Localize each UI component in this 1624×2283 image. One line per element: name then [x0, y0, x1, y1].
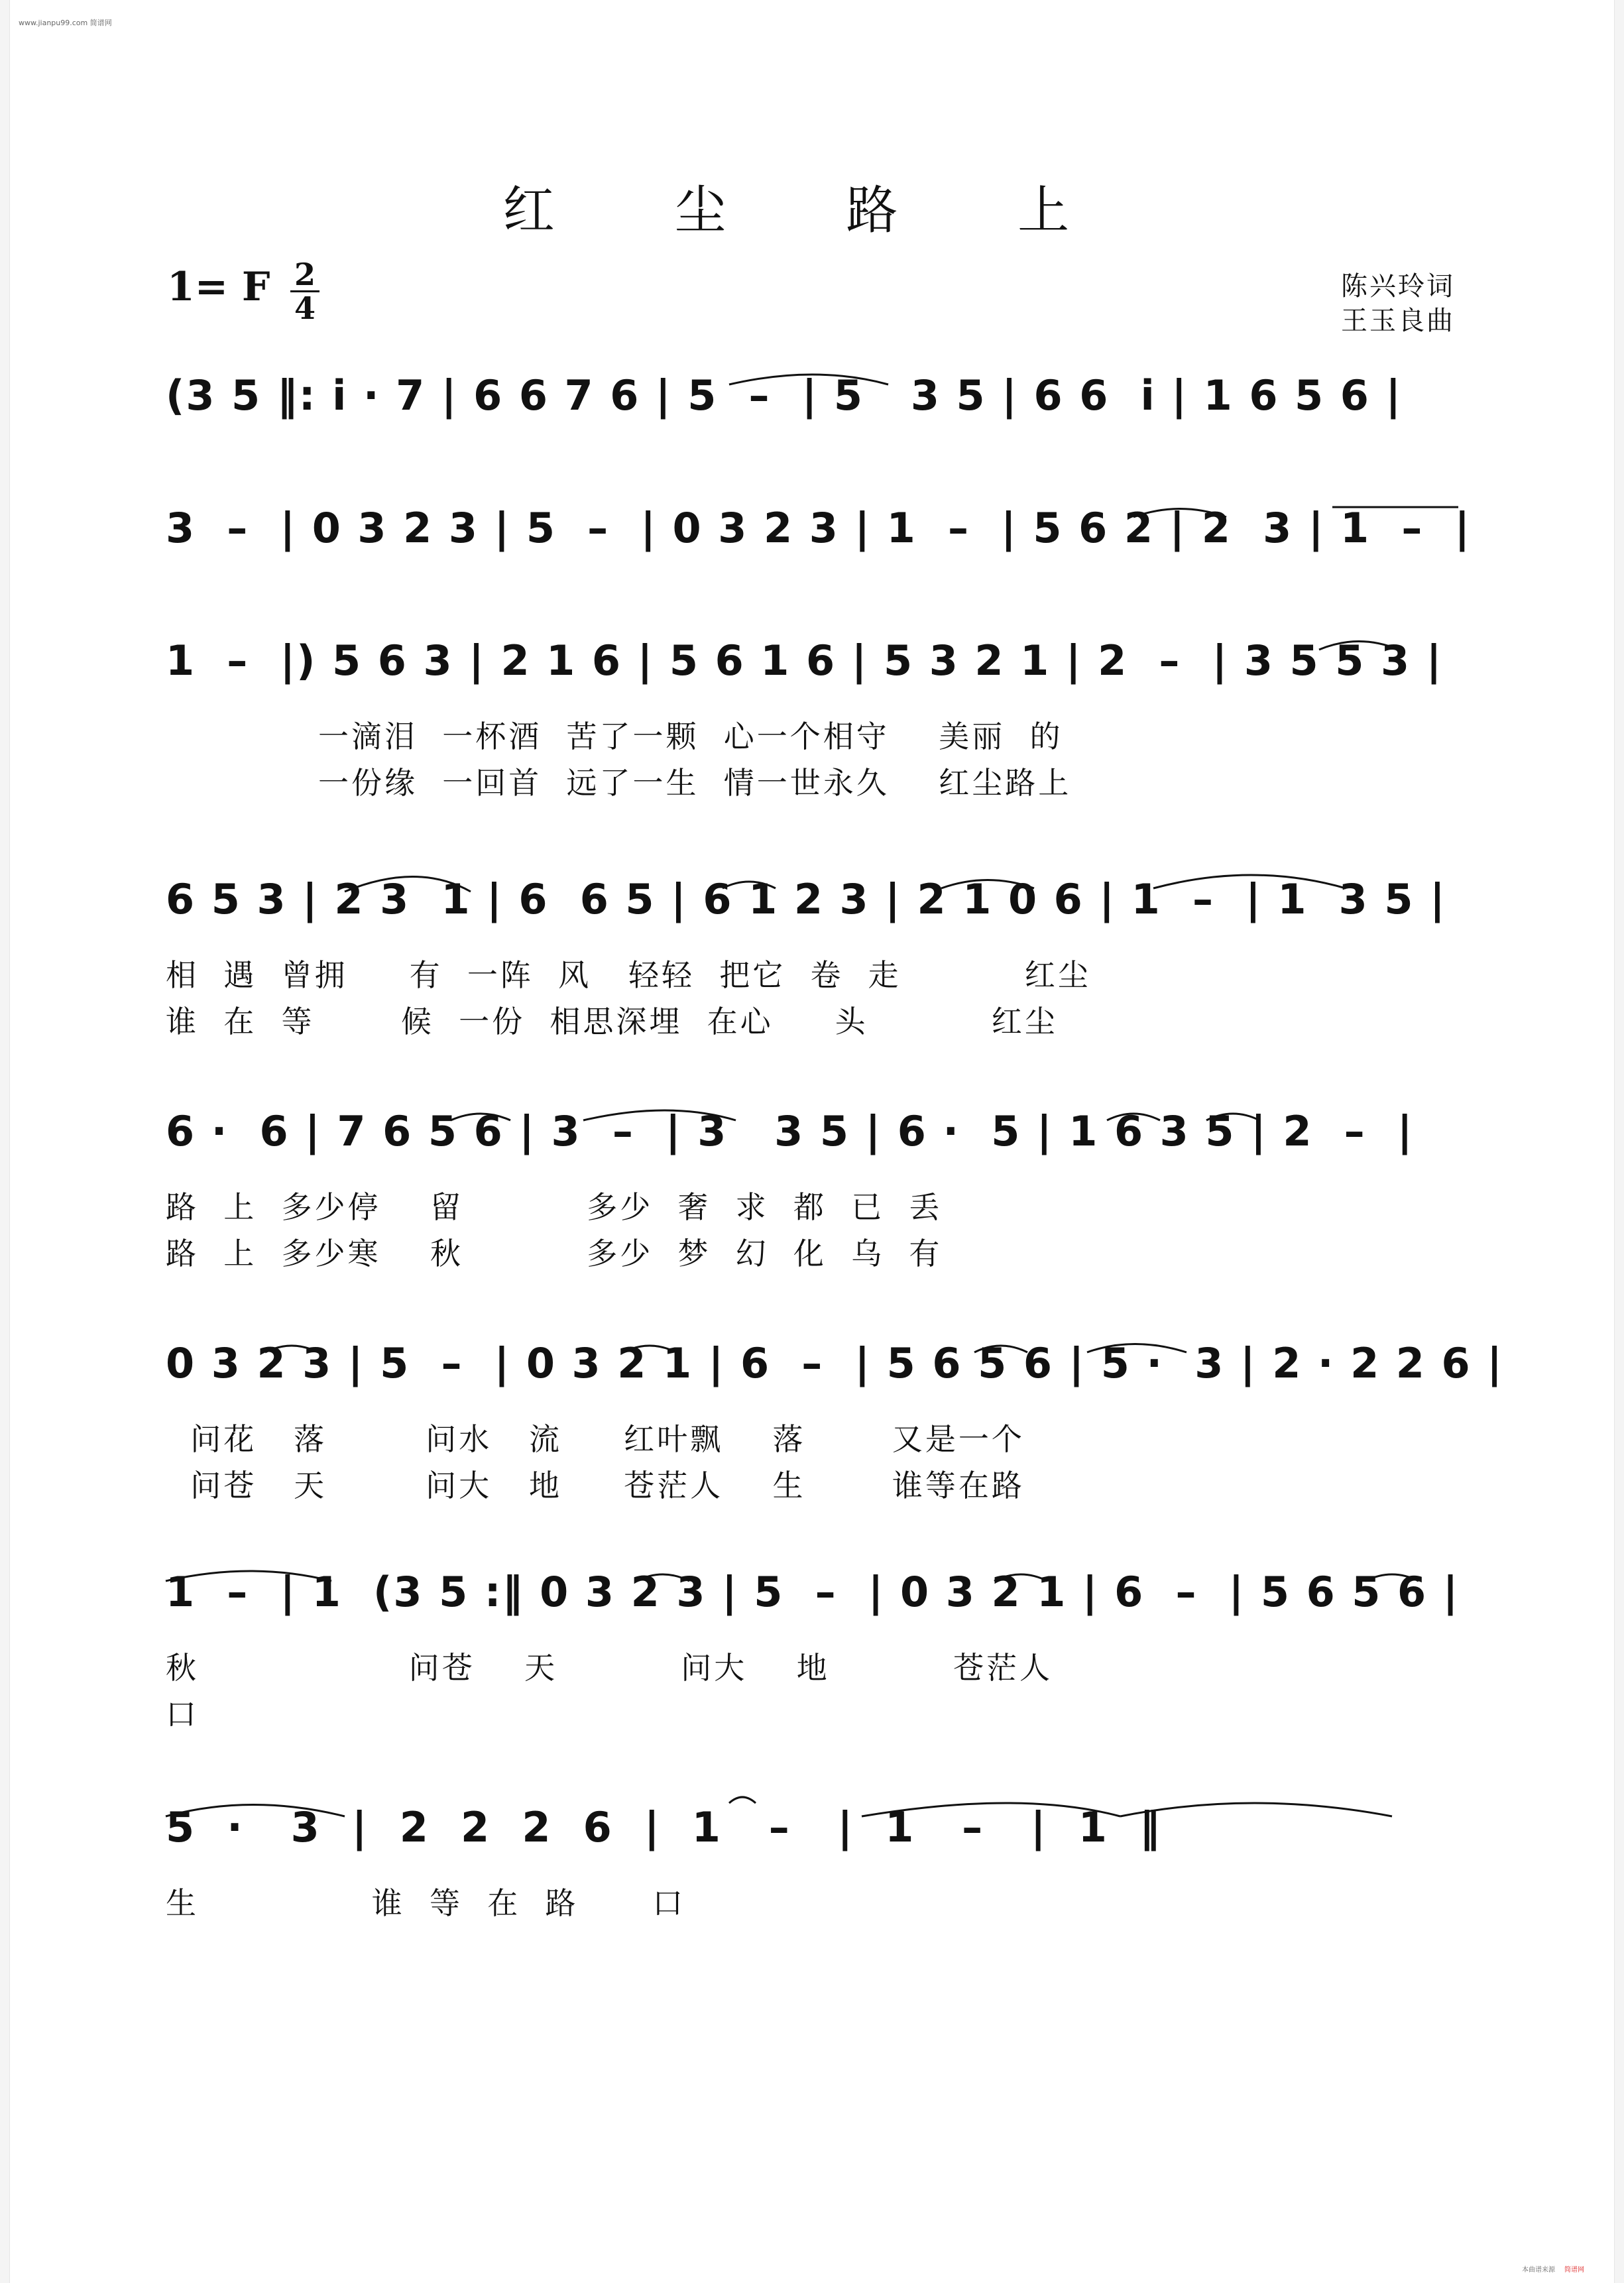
- lyric-verse-1: 相 遇 曾拥 有 一阵 风 轻轻 把它 卷 走 红尘: [166, 957, 1091, 993]
- notation-line: 1 – | 1 (3 5 :‖ 0 3 2 3 | 5 – | 0 3 2 1 | 6 – | 5 6 5 6 |: [166, 1568, 1460, 1616]
- lyric-verse-1: 一滴泪 一杯酒 苦了一颗 心一个相守 美丽 的: [318, 719, 1063, 754]
- lyric-verse-2: 路 上 多少寒 秋 多少 梦 幻 化 乌 有: [166, 1236, 943, 1271]
- lyricist-credit: 陈兴玲词: [1341, 271, 1455, 302]
- notation-line: 3 – | 0 3 2 3 | 5 – | 0 3 2 3 | 1 – | 5 6 2 | 2 3 | 1 – |: [166, 504, 1472, 552]
- row-5-ties: [166, 1107, 1465, 1200]
- notation-line: (3 5 ‖: i · 7 | 6 6 7 6 | 5 – | 5 3 5 | 6 6 i | 1 6 5 6 |: [166, 371, 1403, 420]
- time-signature: [290, 257, 319, 326]
- composer-credit: 王玉良曲: [1341, 306, 1455, 336]
- notation-line: 0 3 2 3 | 5 – | 0 3 2 1 | 6 – | 5 6 5 6 | 5 · 3 | 2 · 2 2 6 |: [166, 1339, 1503, 1387]
- meter-top: 2: [294, 257, 316, 292]
- row-1-ties: [166, 371, 1465, 464]
- notation-line: 6 5 3 | 2 3 1 | 6 6 5 | 6 1 2 3 | 2 1 0 6 | 1 – | 1 3 5 |: [166, 875, 1446, 923]
- key-signature: 1= F: [167, 264, 270, 310]
- lyric-verse-1: 秋 问苍 天 问大 地 苍茫人: [166, 1650, 1053, 1686]
- row-8-ties: [166, 1803, 1465, 1896]
- fermata-icon: [729, 1797, 756, 1803]
- lyric-verse-1: 路 上 多少停 留 多少 奢 求 都 已 丢: [166, 1189, 943, 1225]
- song-title: 红 尘 路 上: [502, 181, 1122, 241]
- row-2-ties: [166, 504, 1465, 597]
- right-margin-strip: [1614, 0, 1624, 2283]
- lyric-verse-2: 一份缘 一回首 远了一生 情一世永久 红尘路上: [318, 765, 1072, 801]
- footer-source: [1522, 2264, 1584, 2274]
- footer-source-label: 本曲谱来源: [1522, 2266, 1555, 2274]
- lyric-verse-1: 生 谁 等 在 路 口: [166, 1885, 686, 1921]
- footer-site-name: 简谱网: [1564, 2266, 1584, 2274]
- row-6-ties: [166, 1339, 1465, 1432]
- lyric-verse-2: 谁 在 等 候 一份 相思深埋 在心 头 红尘: [166, 1004, 1058, 1039]
- row-4-ties: [166, 875, 1465, 968]
- row-3-ties: [166, 636, 1465, 729]
- notation-line: 5 · 3 | 2 2 2 6 | 1 – | 1 – | 1 ‖: [166, 1803, 1162, 1851]
- site-watermark: www.jianpu99.com 简谱网: [19, 19, 112, 27]
- row-7-ties: [166, 1568, 1465, 1661]
- left-margin-strip: [0, 0, 10, 2283]
- meter-bottom: 4: [294, 290, 316, 326]
- notation-line: 6 · 6 | 7 6 5 6 | 3 – | 3 3 5 | 6 · 5 | 1 6 3 5 | 2 – |: [166, 1107, 1414, 1155]
- notation-line: 1 – |) 5 6 3 | 2 1 6 | 5 6 1 6 | 5 3 2 1 | 2 – | 3 5 5 3 |: [166, 636, 1443, 685]
- lyric-verse-2: 问苍 天 问大 地 苍茫人 生 谁等在路: [166, 1468, 1025, 1503]
- lyric-verse-1: 问花 落 问水 流 红叶飘 落 又是一个: [166, 1421, 1025, 1457]
- lyric-verse-2: 口: [166, 1696, 199, 1732]
